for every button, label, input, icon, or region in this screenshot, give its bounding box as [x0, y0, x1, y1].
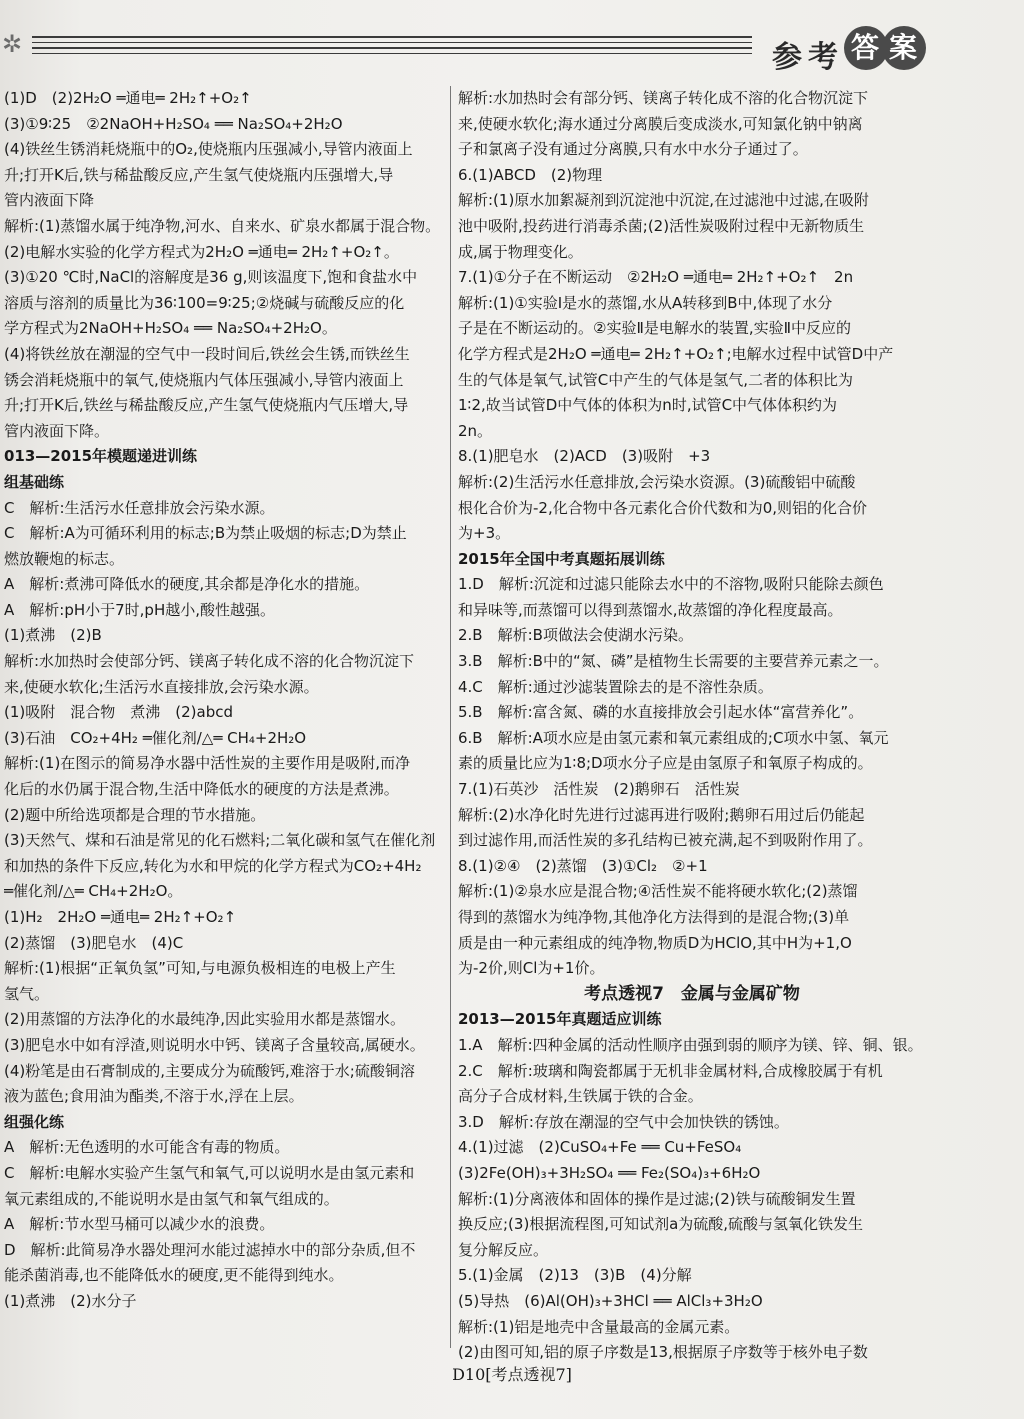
right-line: 6.B 解析:A项水应是由氢元素和氧元素组成的;C项水中氢、氧元 [458, 728, 889, 747]
left-line: C 解析:生活污水任意排放会污染水源。 [4, 498, 275, 517]
left-line: 升;打开K后,铁与稀盐酸反应,产生氢气使烧瓶内压强增大,导 [4, 165, 394, 184]
right-line: 7.(1)①分子在不断运动 ②2H₂O ═通电═ 2H₂↑+O₂↑ 2n [458, 268, 854, 287]
right-line: 4.C 解析:通过沙滤装置除去的是不溶性杂质。 [458, 677, 773, 696]
left-line: 组基础练 [4, 472, 65, 491]
right-line: 3.B 解析:B中的“氮、磷”是植物生长需要的主要营养元素之一。 [458, 652, 889, 671]
left-line: 解析:水加热时会使部分钙、镁离子转化成不溶的化合物沉淀下 [4, 652, 415, 671]
left-line: 化后的水仍属于混合物,生活中降低水的硬度的方法是煮沸。 [4, 780, 399, 799]
gear-icon: ✲ [2, 30, 23, 58]
right-line: 7.(1)石英沙 活性炭 (2)鹅卵石 活性炭 [458, 780, 740, 799]
right-line: 得到的蒸馏水为纯净物,其他净化方法得到的是混合物;(3)单 [458, 908, 850, 926]
left-line: (4)将铁丝放在潮湿的空气中一段时间后,铁丝会生锈,而铁丝生 [4, 344, 410, 363]
right-line: 根化合价为-2,化合物中各元素化合价代数和为0,则铝的化合价 [458, 498, 868, 517]
left-line: (2)电解水实验的化学方程式为2H₂O ═通电═ 2H₂↑+O₂↑。 [4, 242, 399, 261]
left-line: (2)用蒸馏的方法净化的水最纯净,因此实验用水都是蒸馏水。 [4, 1010, 406, 1029]
brand-glyph-3: 答 [844, 26, 888, 70]
brand-glyph-2: 考 [808, 40, 840, 75]
left-line: A 解析:无色透明的水可能含有毒的物质。 [4, 1138, 290, 1157]
right-line: 5.B 解析:富含氮、磷的水直接排放会引起水体“富营养化”。 [458, 703, 864, 722]
brand-glyph-4: 案 [882, 26, 926, 70]
right-line: 素的质量比应为1∶8;D项水分子应是由氢原子和氧原子构成的。 [458, 754, 873, 773]
right-line: 4.(1)过滤 (2)CuSO₄+Fe ══ Cu+FeSO₄ [458, 1138, 742, 1157]
right-line: 6.(1)ABCD (2)物理 [458, 165, 603, 184]
right-line: 高分子合成材料,生铁属于铁的合金。 [458, 1087, 703, 1106]
left-column [4, 86, 444, 1315]
right-line: 子和氯离子没有通过分离膜,只有水中水分子通过了。 [458, 140, 808, 159]
left-line: C 解析:A为可循环利用的标志;B为禁止吸烟的标志;D为禁止 [4, 524, 407, 543]
right-line: 1.D 解析:沉淀和过滤只能除去水中的不溶物,吸附只能除去颜色 [458, 575, 884, 594]
left-line: A 解析:pH小于7时,pH越小,酸性越强。 [4, 600, 275, 619]
right-line: 解析:(1)原水加絮凝剂到沉淀池中沉淀,在过滤池中过滤,在吸附 [458, 191, 869, 210]
left-line: 解析:(1)在图示的简易净水器中活性炭的主要作用是吸附,而净 [4, 754, 411, 773]
left-line: 解析:(1)根据“正氧负氢”可知,与电源负极相连的电极上产生 [4, 959, 396, 978]
left-line: (3)肥皂水中如有浮渣,则说明水中钙、镁离子含量较高,属硬水。 [4, 1035, 425, 1054]
left-line: (1)煮沸 (2)水分子 [4, 1291, 137, 1310]
right-line: 1.A 解析:四种金属的活动性顺序由强到弱的顺序为镁、锌、铜、银。 [458, 1035, 923, 1054]
left-line: 氢气。 [4, 984, 50, 1003]
left-line: (4)粉笔是由石膏制成的,主要成分为硫酸钙,难溶于水;硫酸铜溶 [4, 1061, 415, 1080]
right-line: 解析:(1)①实验Ⅰ是水的蒸馏,水从A转移到B中,体现了水分 [458, 293, 833, 312]
left-line: (1)煮沸 (2)B [4, 626, 102, 645]
left-line: 液为蓝色;食用油为酯类,不溶于水,浮在上层。 [4, 1087, 304, 1106]
right-line: 来,使硬水软化;海水通过分离膜后变成淡水,可知氯化钠中钠离 [458, 114, 863, 133]
right-column [458, 86, 926, 1366]
right-line: 为-2价,则Cl为+1价。 [458, 959, 605, 978]
right-line: 8.(1)②④ (2)蒸馏 (3)①Cl₂ ②+1 [458, 856, 708, 875]
right-line: 2013—2015年真题适应训练 [458, 1010, 662, 1029]
right-line: 2.C 解析:玻璃和陶瓷都属于无机非金属材料,合成橡胶属于有机 [458, 1061, 883, 1080]
right-line: 解析:(1)②泉水应是混合物;④活性炭不能将硬水软化;(2)蒸馏 [458, 882, 858, 901]
left-line: 燃放鞭炮的标志。 [4, 549, 125, 568]
right-line: 解析:(1)铝是地壳中含量最高的金属元素。 [458, 1317, 740, 1336]
right-line: 换反应;(3)根据流程图,可知试剂a为硫酸,硫酸与氢氧化铁发生 [458, 1215, 864, 1234]
left-line: A 解析:节水型马桶可以减少水的浪费。 [4, 1215, 275, 1234]
left-line: (3)石油 CO₂+4H₂ ═催化剂/△═ CH₄+2H₂O [4, 728, 307, 747]
left-line: 锈会消耗烧瓶中的氧气,使烧瓶内气体压强减小,导管内液面上 [4, 370, 404, 389]
right-line: (5)导热 (6)Al(OH)₃+3HCl ══ AlCl₃+3H₂O [458, 1291, 763, 1310]
right-line: 3.D 解析:存放在潮湿的空气中会加快铁的锈蚀。 [458, 1112, 789, 1131]
left-line: 溶质与溶剂的质量比为36∶100=9∶25;②烧碱与硫酸反应的化 [4, 293, 405, 312]
left-line: (3)①9∶25 ②2NaOH+H₂SO₄ ══ Na₂SO₄+2H₂O [4, 114, 343, 133]
right-line: 池中吸附,投药进行消毒杀菌;(2)活性炭吸附过程中无新物质生 [458, 216, 865, 235]
left-line: (1)D (2)2H₂O ═通电═ 2H₂↑+O₂↑ [4, 89, 252, 107]
right-line: 子是在不断运动的。②实验Ⅱ是电解水的装置,实验Ⅱ中反应的 [458, 319, 851, 338]
left-line: 氧元素组成的,不能说明水是由氢气和氧气组成的。 [4, 1189, 339, 1208]
right-line: 5.(1)金属 (2)13 (3)B (4)分解 [458, 1266, 692, 1285]
right-line: 2015年全国中考真题拓展训练 [458, 549, 665, 568]
right-line: 化学方程式是2H₂O ═通电═ 2H₂↑+O₂↑;电解水过程中试管D中产 [458, 344, 894, 363]
right-line: 成,属于物理变化。 [458, 242, 583, 261]
brand-glyph-1: 参 [772, 40, 804, 75]
right-line: 质是由一种元素组成的纯净物,物质D为HClO,其中H为+1,O [458, 933, 852, 952]
left-line: 管内液面下降。 [4, 421, 110, 440]
right-line: 为+3。 [458, 524, 511, 543]
left-line: (3)天然气、煤和石油是常见的化石燃料;二氧化碳和氢气在催化剂 [4, 831, 436, 850]
left-line: 013—2015年模题递进训练 [4, 447, 198, 466]
right-line: 8.(1)肥皂水 (2)ACD (3)吸附 +3 [458, 447, 711, 466]
left-line: (2)蒸馏 (3)肥皂水 (4)C [4, 933, 184, 952]
right-line: 到过滤作用,而活性炭的多孔结构已被充满,起不到吸附作用了。 [458, 831, 873, 850]
left-line: ═催化剂/△═ CH₄+2H₂O。 [4, 882, 183, 901]
left-line: 来,使硬水软化;生活污水直接排放,会污染水源。 [4, 677, 319, 696]
right-line: 2n。 [458, 421, 493, 440]
right-line: 解析:(2)水净化时先进行过滤再进行吸附;鹅卵石用过后仍能起 [458, 805, 865, 824]
left-line: 升;打开K后,铁丝与稀盐酸反应,产生氢气使烧瓶内气压增大,导 [4, 396, 409, 415]
left-line: D 解析:此简易净水器处理河水能过滤掉水中的部分杂质,但不 [4, 1240, 416, 1259]
left-line: 组强化练 [4, 1112, 65, 1131]
right-line: 考点透视7 金属与金属矿物 [584, 983, 800, 1004]
right-line: 生的气体是氧气,试管C中产生的气体是氢气,二者的体积比为 [458, 370, 854, 389]
left-line: (2)题中所给选项都是合理的节水措施。 [4, 805, 266, 824]
left-line: 管内液面下降 [4, 191, 95, 210]
left-line: (3)①20 ℃时,NaCl的溶解度是36 g,则该温度下,饱和食盐水中 [4, 268, 418, 287]
left-line: (1)H₂ 2H₂O ═通电═ 2H₂↑+O₂↑ [4, 908, 237, 926]
left-line: (4)铁丝生锈消耗烧瓶中的O₂,使烧瓶内压强减小,导管内液面上 [4, 140, 413, 159]
header [0, 0, 1024, 80]
right-line: 2.B 解析:B项做法会使湖水污染。 [458, 626, 693, 645]
left-line: C 解析:电解水实验产生氢气和氧气,可以说明水是由氢元素和 [4, 1163, 415, 1182]
right-line: 和异味等,而蒸馏可以得到蒸馏水,故蒸馏的净化程度最高。 [458, 600, 843, 619]
right-line: (3)2Fe(OH)₃+3H₂SO₄ ══ Fe₂(SO₄)₃+6H₂O [458, 1163, 761, 1182]
left-line: 解析:(1)蒸馏水属于纯净物,河水、自来水、矿泉水都属于混合物。 [4, 216, 441, 235]
page-number: D10[考点透视7] [452, 1365, 572, 1384]
header-rules [32, 36, 752, 66]
left-line: 学方程式为2NaOH+H₂SO₄ ══ Na₂SO₄+2H₂O。 [4, 319, 337, 338]
right-line: 解析:(1)分离液体和固体的操作是过滤;(2)铁与硫酸铜发生置 [458, 1189, 856, 1208]
left-line: 和加热的条件下反应,转化为水和甲烷的化学方程式为CO₂+4H₂ [4, 856, 422, 875]
right-line: (2)由图可知,铝的原子序数是13,根据原子序数等于核外电子数 [458, 1343, 868, 1362]
left-line: (1)吸附 混合物 煮沸 (2)abcd [4, 703, 233, 722]
right-line: 复分解反应。 [458, 1240, 549, 1259]
right-line: 1∶2,故当试管D中气体的体积为n时,试管C中气体体积约为 [458, 396, 838, 415]
right-line: 解析:水加热时会有部分钙、镁离子转化成不溶的化合物沉淀下 [458, 89, 869, 107]
left-line: A 解析:煮沸可降低水的硬度,其余都是净化水的措施。 [4, 575, 370, 594]
column-divider [450, 86, 451, 1348]
left-line: 能杀菌消毒,也不能降低水的硬度,更不能得到纯水。 [4, 1266, 344, 1285]
right-line: 解析:(2)生活污水任意排放,会污染水资源。(3)硫酸铝中硫酸 [458, 472, 856, 491]
